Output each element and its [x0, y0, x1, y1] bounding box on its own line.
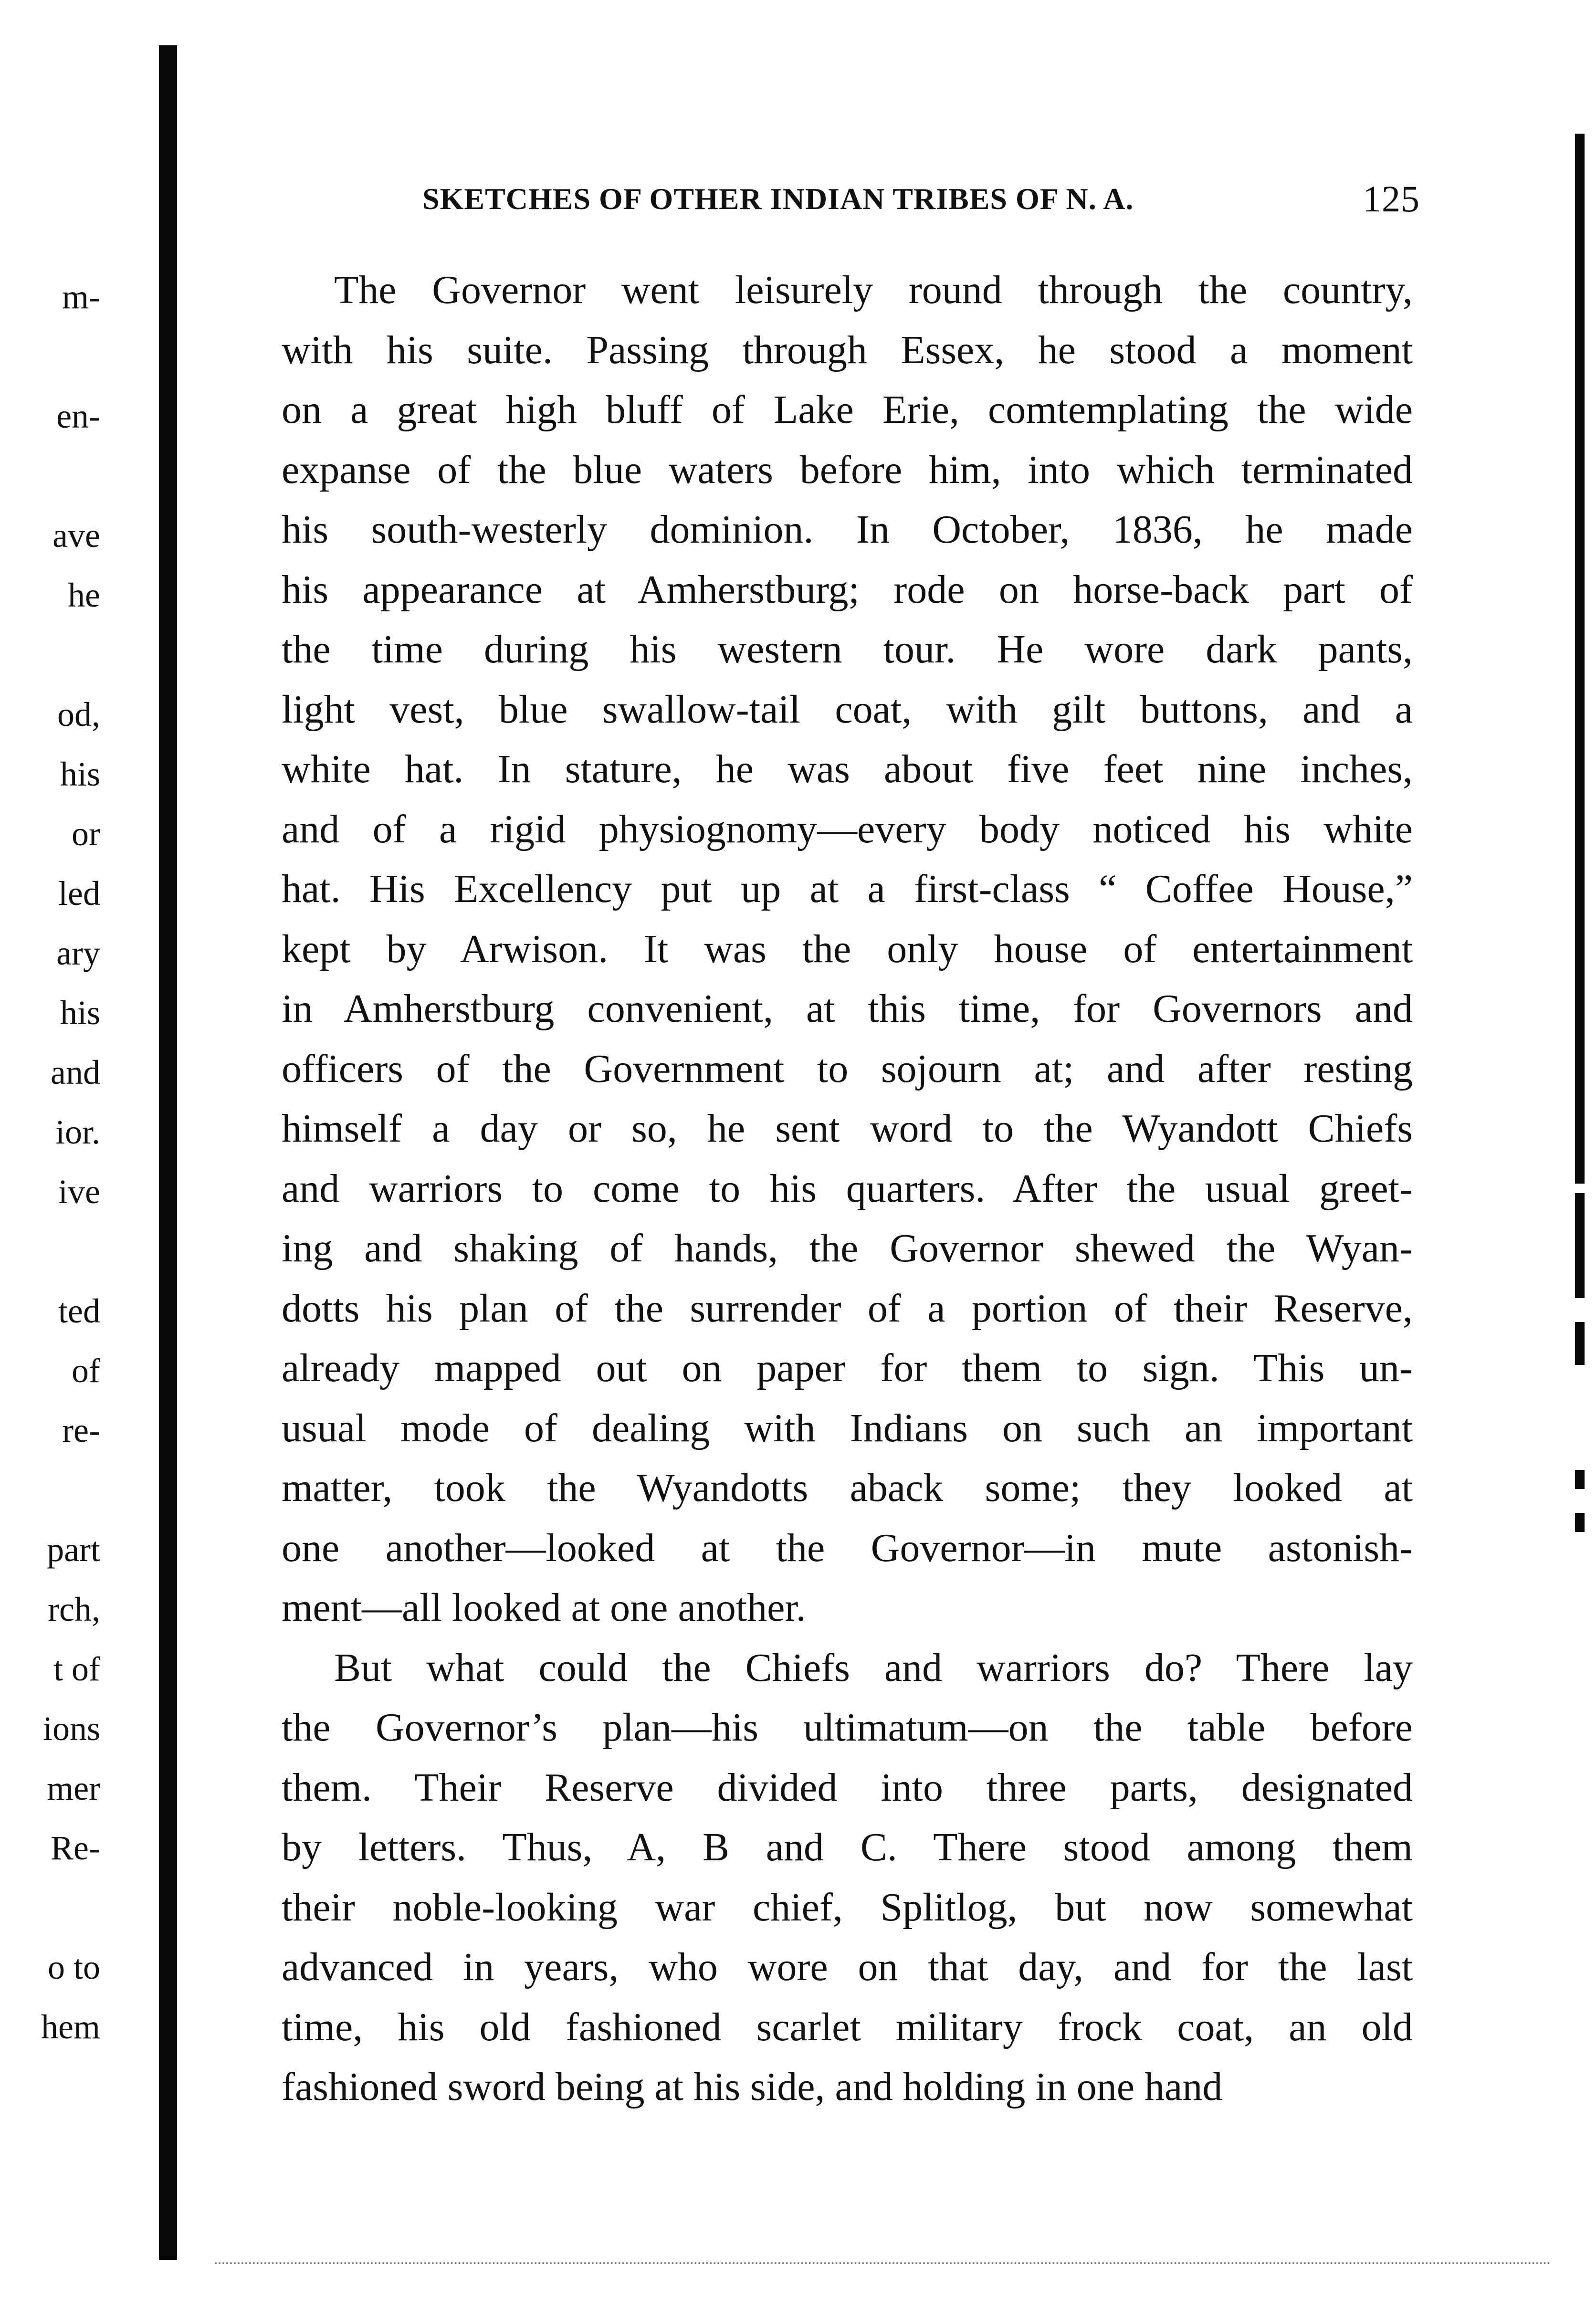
margin-fragment: Re- — [51, 1829, 100, 1867]
text-line: light vest, blue swallow-tail coat, with gilt buttons, and a — [282, 687, 1413, 732]
margin-fragment — [0, 1222, 100, 1281]
next-page-edge — [1575, 1193, 1585, 1298]
page-gutter-shadow — [159, 45, 177, 2260]
next-page-edge — [1575, 1322, 1585, 1365]
text-line: dotts his plan of the surrender of a portion of their Reserve, — [282, 1286, 1413, 1331]
margin-fragment: and — [51, 1053, 100, 1091]
margin-fragment: re- — [62, 1411, 100, 1449]
margin-fragment: ave — [52, 516, 100, 555]
text-line: in Amherstburg convenient, at this time, for Governors and — [282, 986, 1413, 1031]
margin-fragment: mer — [47, 1769, 100, 1807]
margin-fragment: m- — [62, 278, 100, 316]
text-line: on a great high bluff of Lake Erie, comtemplating the wide — [282, 388, 1413, 432]
text-line: expanse of the blue waters before him, into which terminated — [282, 447, 1413, 492]
text-line: kept by Arwison. It was the only house of entertainment — [282, 926, 1413, 971]
margin-fragment — [0, 327, 100, 387]
margin-fragment — [0, 1460, 100, 1520]
paragraph — [282, 260, 1413, 1638]
text-line: one another—looked at the Governor—in mute astonish- — [282, 1525, 1413, 1570]
text-line: and warriors to come to his quarters. After the usual greet- — [282, 1166, 1413, 1211]
text-line: white hat. In stature, he was about five feet nine inches, — [282, 747, 1413, 791]
page-number: 125 — [1363, 178, 1420, 220]
text-line: officers of the Government to sojourn at; and after resting — [282, 1046, 1413, 1091]
margin-fragment: ary — [56, 934, 100, 972]
text-line: usual mode of dealing with Indians on such an important — [282, 1406, 1413, 1450]
text-line: hat. His Excellency put up at a first-class “ Coffee House,” — [282, 867, 1413, 911]
margin-fragment: ted — [58, 1292, 100, 1330]
margin-fragment: ior. — [55, 1113, 100, 1151]
text-line: their noble-looking war chief, Splitlog, but now somewhat — [282, 1885, 1413, 1930]
margin-fragment: his — [60, 755, 100, 793]
paragraph — [282, 1638, 1413, 2117]
margin-fragment: od, — [57, 695, 100, 734]
facing-page-fragments — [0, 267, 100, 2057]
margin-fragment: part — [47, 1531, 100, 1569]
text-line: the Governor’s plan—his ultimatum—on the table before — [282, 1705, 1413, 1750]
margin-fragment: en- — [56, 397, 100, 435]
text-line: by letters. Thus, A, B and C. There stood among them — [282, 1825, 1413, 1869]
text-line: time, his old fashioned scarlet military frock coat, an old — [282, 2004, 1413, 2049]
text-line: the time during his western tour. He wore dark pants, — [282, 627, 1413, 671]
text-line: fashioned sword being at his side, and holding in one hand — [282, 2065, 1223, 2109]
margin-fragment: hem — [41, 2008, 100, 2046]
text-line: advanced in years, who wore on that day, and for the last — [282, 1945, 1413, 1989]
text-line: his appearance at Amherstburg; rode on horse-back part of — [282, 567, 1413, 612]
margin-fragment: or — [72, 815, 100, 853]
margin-fragment: of — [72, 1352, 100, 1390]
margin-fragment: o to — [47, 1948, 100, 1986]
margin-fragment: ive — [58, 1173, 100, 1211]
margin-fragment: led — [58, 874, 100, 913]
running-header — [422, 178, 1420, 220]
text-line: ing and shaking of hands, the Governor shewed the Wyan- — [282, 1226, 1413, 1270]
text-line: and of a rigid physiognomy—every body noticed his white — [282, 807, 1413, 851]
text-line: matter, took the Wyandotts aback some; they looked at — [282, 1466, 1413, 1510]
next-page-edge — [1575, 1470, 1585, 1489]
text-line: with his suite. Passing through Essex, he stood a moment — [282, 327, 1413, 372]
running-title: SKETCHES OF OTHER INDIAN TRIBES OF N. A. — [422, 182, 1134, 216]
scan-noise — [215, 2248, 1551, 2264]
margin-fragment: rch, — [48, 1590, 100, 1628]
margin-fragment — [0, 446, 100, 506]
next-page-edge — [1575, 134, 1585, 1184]
margin-fragment: ions — [42, 1710, 100, 1748]
text-line: himself a day or so, he sent word to the Wyandott Chiefs — [282, 1106, 1413, 1151]
text-line: already mapped out on paper for them to sign. This un- — [282, 1346, 1413, 1390]
margin-fragment: t of — [53, 1650, 100, 1688]
text-line: ment—all looked at one another. — [282, 1585, 806, 1630]
margin-fragment — [0, 625, 100, 685]
text-line: The Governor went leisurely round through the country, — [334, 268, 1413, 312]
margin-fragment: he — [68, 576, 100, 614]
text-line: them. Their Reserve divided into three parts, designated — [282, 1765, 1413, 1810]
margin-fragment: his — [60, 994, 100, 1032]
body-text — [282, 260, 1413, 2117]
text-line: But what could the Chiefs and warriors do? There lay — [334, 1645, 1413, 1690]
text-line: his south-westerly dominion. In October, 1836, he made — [282, 507, 1413, 552]
next-page-edge — [1575, 1513, 1585, 1532]
margin-fragment — [0, 1878, 100, 1938]
